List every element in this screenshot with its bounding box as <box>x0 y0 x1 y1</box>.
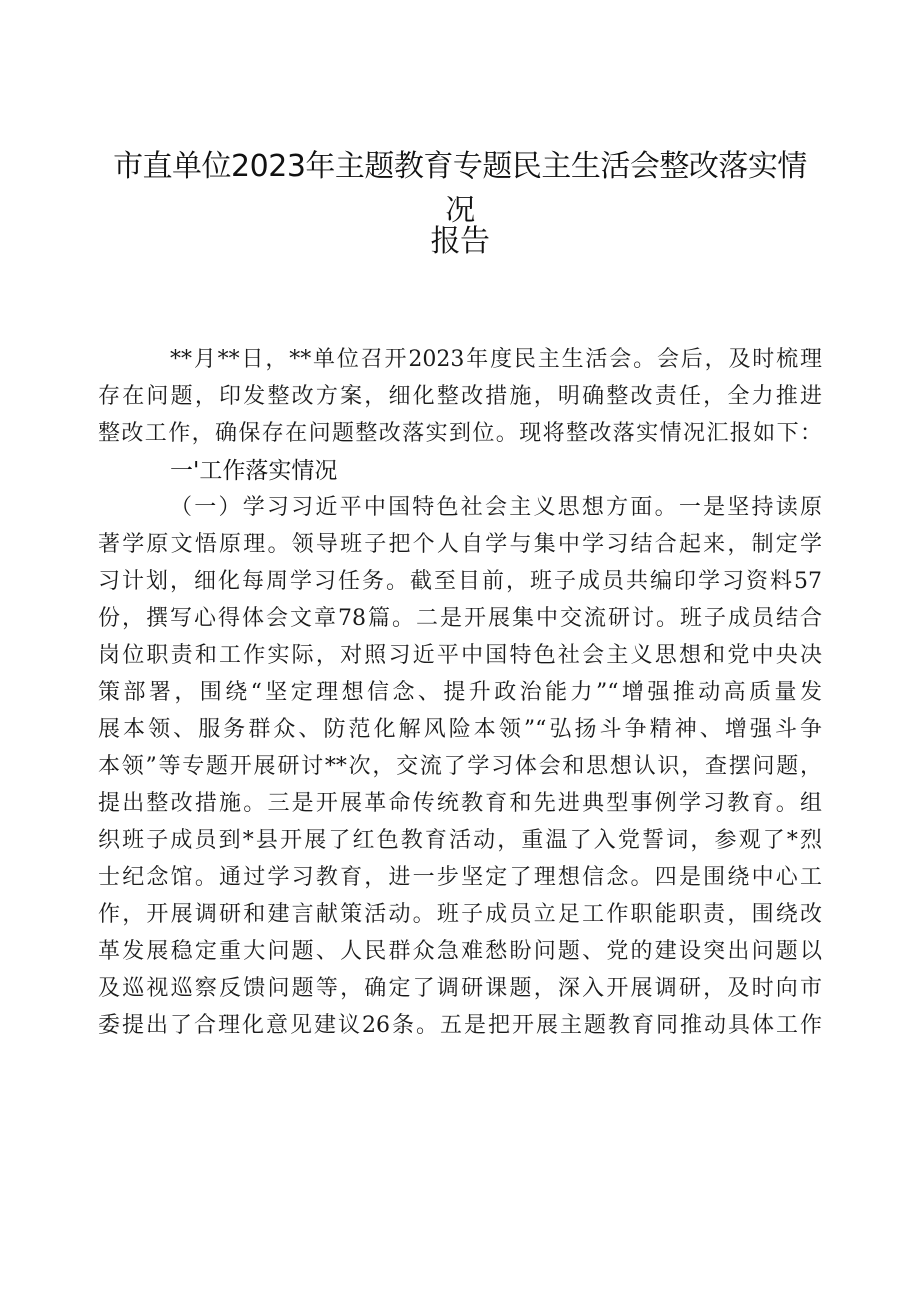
section-heading: 一'工作落实情况 <box>170 458 338 484</box>
paragraph-line: 织班子成员到*县开展了红色教育活动，重温了入党誓词，参观了*烈 <box>98 828 822 853</box>
paragraph-line: （一）学习习近平中国特色社会主义思想方面。一是坚持读原 <box>170 495 822 520</box>
paragraph-line: 策部署，围绕“坚定理想信念、提升政治能力”“增强推动高质量发 <box>98 680 822 705</box>
paragraph-line: 展本领、服务群众、防范化解风险本领”“弘扬斗争精神、增强斗争 <box>98 717 822 742</box>
paragraph-line: 著学原文悟原理。领导班子把个人自学与集中学习结合起来，制定学 <box>98 532 822 557</box>
paragraph-line: 作，开展调研和建言献策活动。班子成员立足工作职能职责，围绕改 <box>98 902 822 927</box>
intro-line: 整改工作，确保存在问题整改落实到位。现将整改落实情况汇报如下： <box>98 421 822 446</box>
paragraph-line: 岗位职责和工作实际，对照习近平中国特色社会主义思想和党中央决 <box>98 643 822 668</box>
paragraph-line: 士纪念馆。通过学习教育，进一步坚定了理想信念。四是围绕中心工 <box>98 865 822 890</box>
paragraph-line: 习计划，细化每周学习任务。截至目前，班子成员共编印学习资料57 <box>98 569 822 594</box>
paragraph-line: 及巡视巡察反馈问题等，确定了调研课题，深入开展调研，及时向市 <box>98 976 822 1001</box>
document-title-line-2: 报告 <box>430 224 490 259</box>
paragraph-line: 革发展稳定重大问题、人民群众急难愁盼问题、党的建设突出问题以 <box>98 939 822 964</box>
paragraph-line: 份，撰写心得体会文章78篇。二是开展集中交流研讨。班子成员结合 <box>98 606 822 631</box>
paragraph-line: 提出整改措施。三是开展革命传统教育和先进典型事例学习教育。组 <box>98 791 822 816</box>
intro-line: 存在问题，印发整改方案，细化整改措施，明确整改责任，全力推进 <box>98 384 822 409</box>
intro-line: **月**日，**单位召开2023年度民主生活会。会后，及时梳理 <box>170 347 822 372</box>
paragraph-line: 委提出了合理化意见建议26条。五是把开展主题教育同推动具体工作 <box>98 1013 822 1038</box>
paragraph-line: 本领”等专题开展研讨**次，交流了学习体会和思想认识，查摆问题， <box>98 754 822 779</box>
document-title-line-1: 市直单位2023年主题教育专题民主生活会整改落实情况 <box>113 149 807 228</box>
